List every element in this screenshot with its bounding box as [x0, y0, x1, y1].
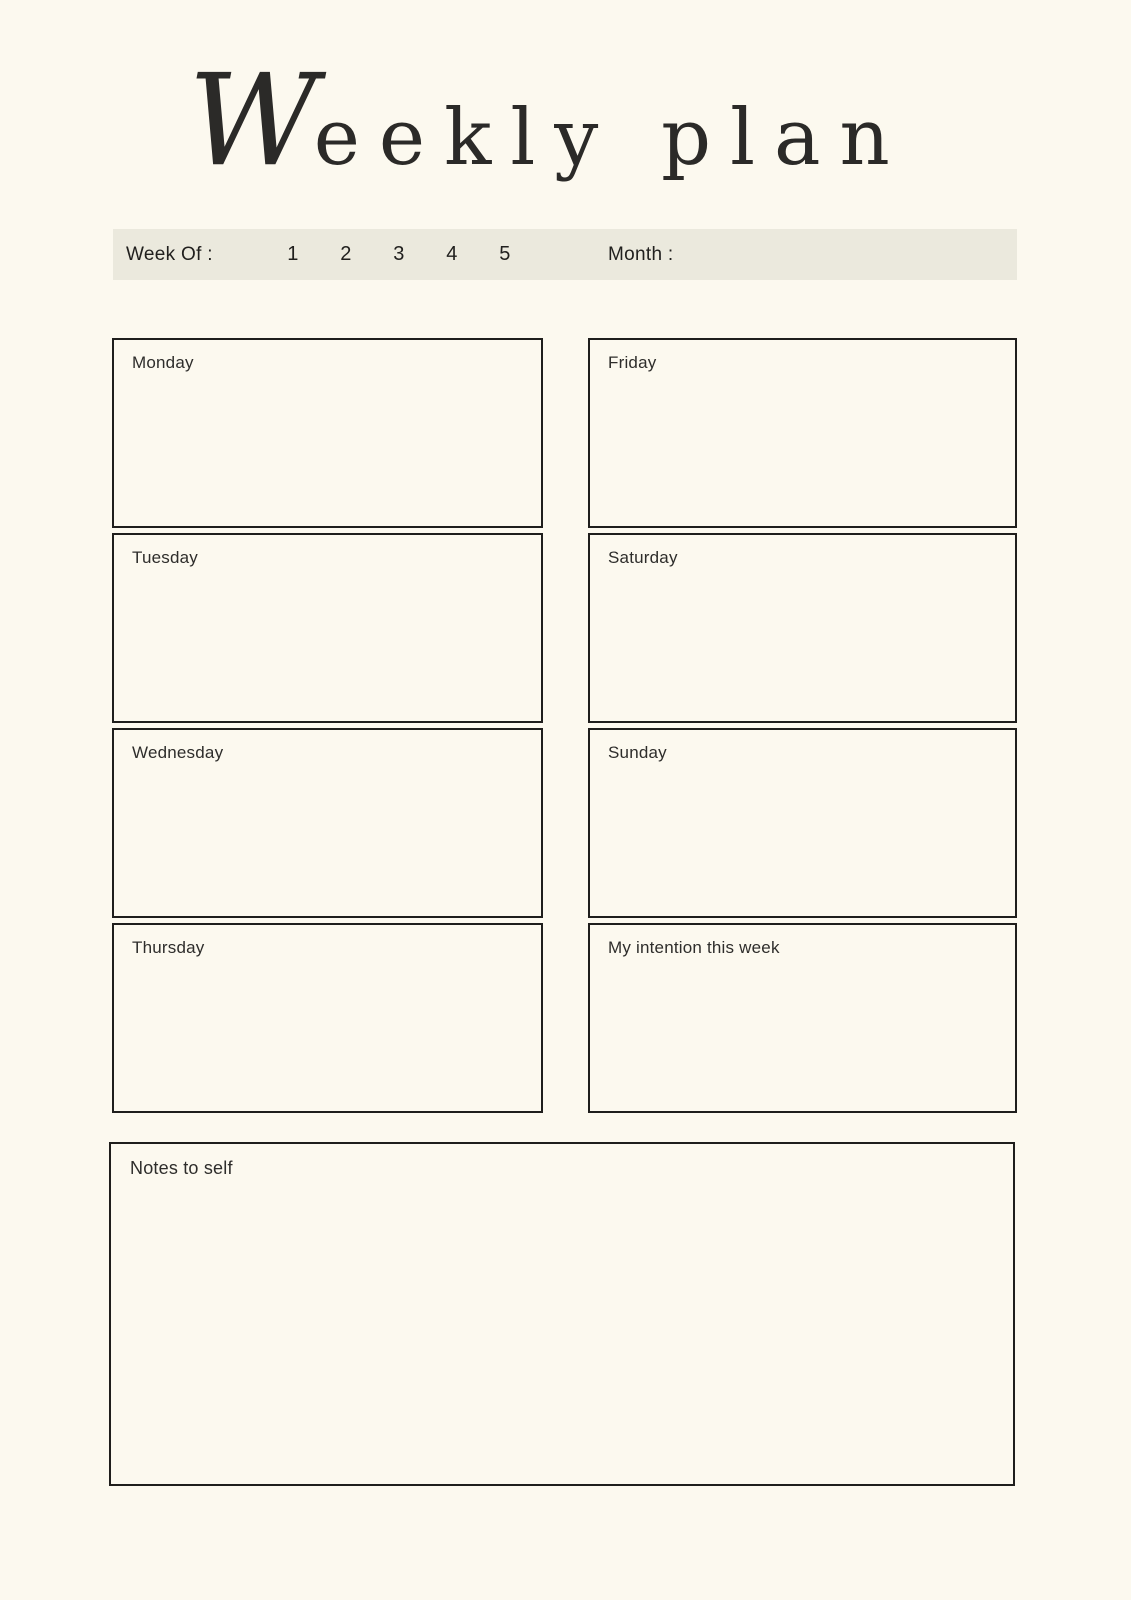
- day-box-monday[interactable]: [112, 338, 543, 528]
- week-number-1[interactable]: 1: [287, 243, 299, 265]
- day-label-sunday: Sunday: [608, 743, 667, 762]
- day-box-sunday[interactable]: [588, 728, 1017, 918]
- intention-box[interactable]: [588, 923, 1017, 1113]
- day-label-tuesday: Tuesday: [132, 548, 198, 567]
- notes-label: Notes to self: [130, 1158, 233, 1178]
- day-label-saturday: Saturday: [608, 548, 678, 567]
- day-column-left: [112, 338, 543, 1113]
- title-initial-letter: W: [188, 47, 318, 194]
- month-label: Month :: [608, 244, 674, 265]
- week-number-3[interactable]: 3: [393, 243, 405, 265]
- week-number-options: [286, 229, 512, 280]
- intention-label: My intention this week: [608, 938, 780, 957]
- day-box-thursday[interactable]: [112, 923, 543, 1113]
- day-box-tuesday[interactable]: [112, 533, 543, 723]
- day-label-friday: Friday: [608, 353, 657, 372]
- title-rest-text: eekly plan: [313, 93, 909, 183]
- day-box-saturday[interactable]: [588, 533, 1017, 723]
- page-title: [0, 47, 1131, 194]
- week-of-label: Week Of :: [126, 244, 213, 265]
- week-number-2[interactable]: 2: [340, 243, 352, 265]
- day-column-right: [588, 338, 1017, 1113]
- day-box-wednesday[interactable]: [112, 728, 543, 918]
- day-label-thursday: Thursday: [132, 938, 205, 957]
- day-label-monday: Monday: [132, 353, 194, 372]
- day-box-friday[interactable]: [588, 338, 1017, 528]
- notes-box[interactable]: [109, 1142, 1015, 1486]
- week-number-4[interactable]: 4: [446, 243, 458, 265]
- week-number-5[interactable]: 5: [499, 243, 511, 265]
- week-of-bar: [113, 229, 1017, 280]
- day-label-wednesday: Wednesday: [132, 743, 224, 762]
